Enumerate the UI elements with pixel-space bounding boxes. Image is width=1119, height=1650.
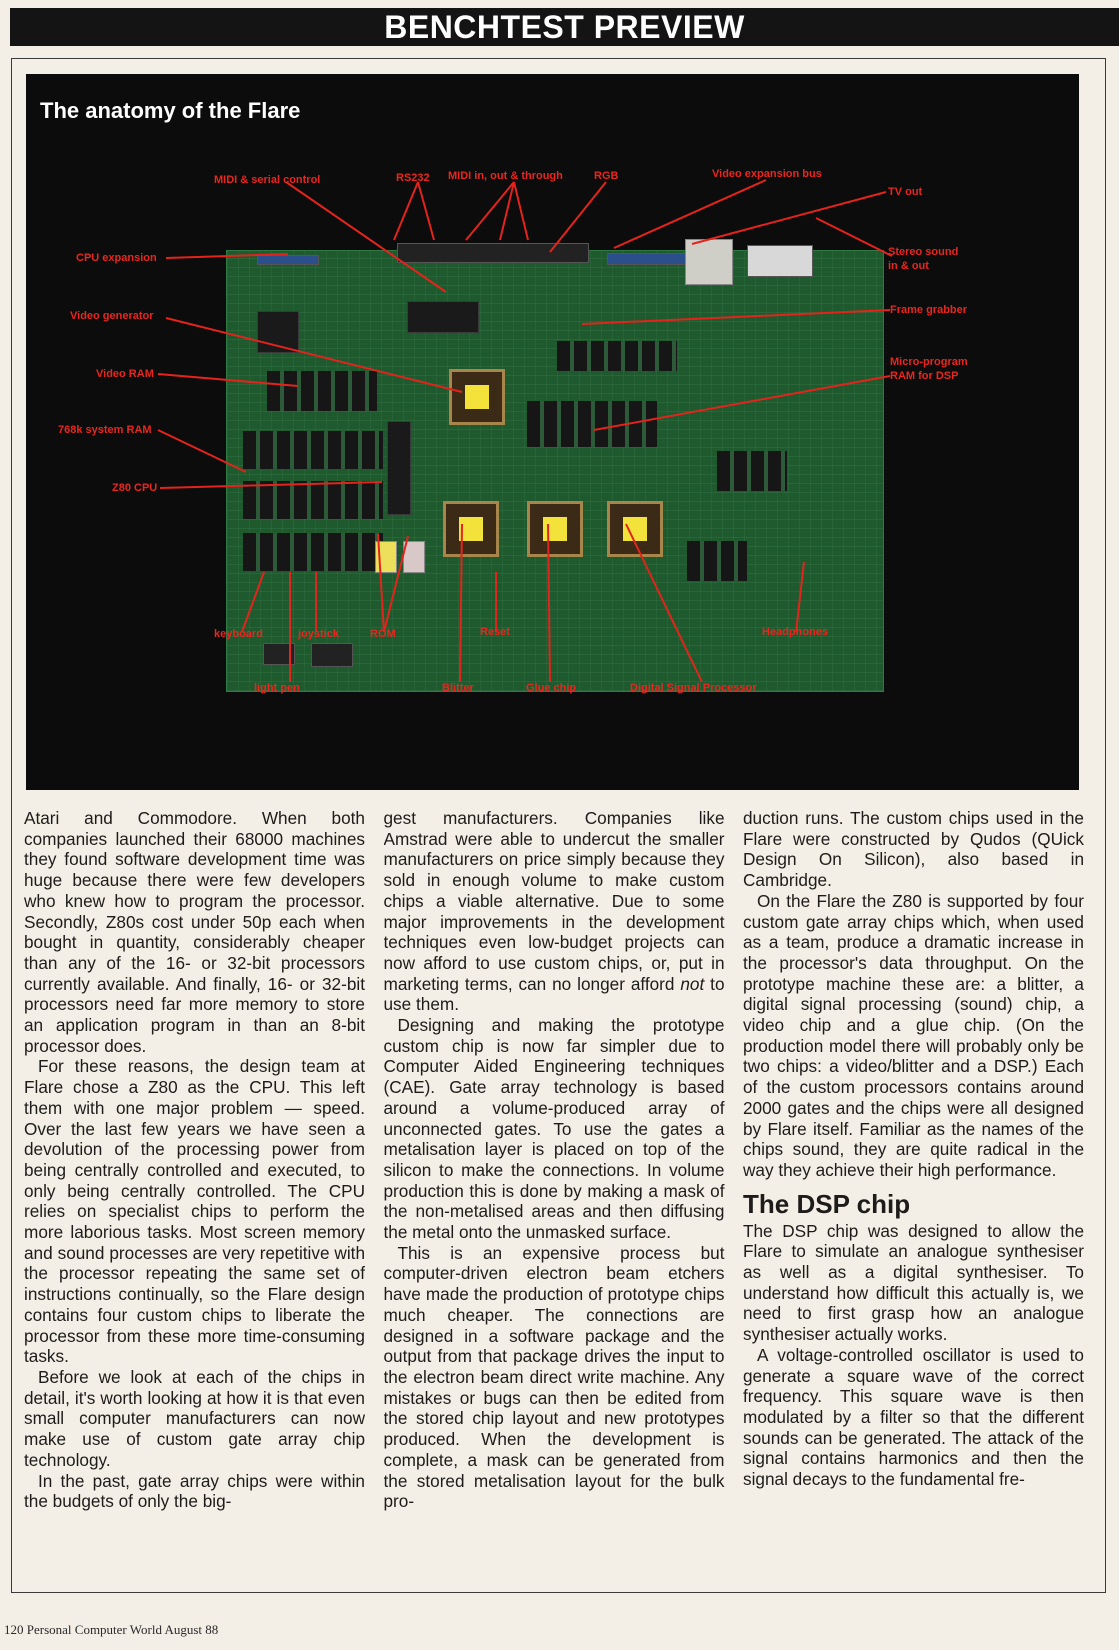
label-rgb: RGB: [594, 170, 619, 182]
label-joystick: joystick: [298, 628, 339, 640]
paragraph: duction runs. The custom chips used in the Flare were constructed by Qudos (QUick Design On Silicon), also based in Cambridge.: [743, 808, 1084, 891]
label-rom: ROM: [370, 628, 396, 640]
paragraph: In the past, gate array chips were within the budgets of only the big-: [24, 1470, 365, 1512]
paragraph: [384, 808, 725, 1015]
text-run: to use them.: [383, 973, 725, 1015]
label-video-ram: Video RAM: [96, 368, 154, 380]
paragraph: This is an expensive process but computer-driven electron beam etchers have made the production of prototype chips much cheaper. The connections are designed in a software package and the output from that package drives the input to the electron beam direct write machine. Any mistakes or bugs can then be edited from the stored chip layout and new prototypes produced. When the development is complete, a mask can be generated from the stored metalisation layout for the bulk pro-: [383, 1242, 725, 1512]
article-columns: [24, 808, 1084, 1598]
text-run: gest manufacturers. Companies like Amstrad were able to undercut the smaller manufacturers on price simply because they sold in enough volume to make custom chips a viable alternative. Due to some major improvements in the development techniques even low-budget projects can now afford to use custom chips, or, put in marketing terms, can no longer afford: [383, 808, 725, 994]
label-midi-serial: MIDI & serial control: [214, 174, 321, 186]
label-glue-chip: Glue chip: [526, 682, 577, 694]
label-dsp: Digital Signal Processor: [630, 682, 757, 694]
label-stereo-2: in & out: [888, 260, 929, 272]
label-reset: Reset: [480, 626, 510, 638]
label-micro-ram-2: RAM for DSP: [890, 370, 959, 382]
paragraph: Atari and Commodore. When both companies launched their 68000 machines they found software development time was huge because there were few developers who knew how to program the processor. Secondly, Z80s cost under 50p each when bought in quantity, considerably cheaper than any of the 16- or 32-bit processors currently available. And finally, 16- or 32-bit processors need far more memory to store an application program in than an 8-bit processor does.: [24, 808, 365, 1056]
article-column-2: [384, 808, 725, 1598]
section-header-bar: [10, 8, 1119, 46]
label-tv-out: TV out: [888, 186, 923, 198]
label-system-ram: 768k system RAM: [58, 424, 152, 436]
label-stereo: Stereo sound: [888, 246, 959, 258]
paragraph: Before we look at each of the chips in detail, it's worth looking at how it is that even small computer manufacturers can now make use of custom gate array chip technology.: [24, 1366, 365, 1470]
paragraph: The DSP chip was designed to allow the Flare to simulate an analogue synthesiser as well as a digital synthesiser. To understand how difficult this actually is, we need to first grasp how an analogue synthesiser actually works.: [743, 1220, 1084, 1345]
page-footer: 120 Personal Computer World August 88: [4, 1622, 219, 1637]
label-midi-io: MIDI in, out & through: [448, 170, 563, 182]
paragraph: On the Flare the Z80 is supported by four custom gate array chips which, when used as a team, produce a dramatic increase in the processor's data throughput. On the prototype machine these are: a blitter, a digital signal processing (sound) chip, a video chip and a glue chip. (On the production model there will probably only be two chips: a video/blitter and a DSP.) Each of the custom processors contains around 2000 gates and the chips were all designed by Flare itself. Familiar as the names of the chips sound, they are quite radical in the way they achieve their high performance.: [743, 890, 1084, 1180]
figure-title: The anatomy of the Flare: [40, 98, 301, 123]
article-column-1: [24, 808, 365, 1598]
board-photo-figure: [26, 74, 1079, 790]
label-video-generator: Video generator: [70, 310, 154, 322]
section-title: BENCHTEST PREVIEW: [384, 8, 745, 45]
label-rs232: RS232: [396, 172, 430, 184]
paragraph: A voltage-controlled oscillator is used to generate a square wave of the correct frequency. This square wave is then modulated by a filter so that the different sounds can be generated. The attack of the signal contains harmonics and then the signal decays to the fundamental fre-: [743, 1344, 1084, 1490]
article-column-3: [743, 808, 1084, 1598]
paragraph: For these reasons, the design team at Flare chose a Z80 as the CPU. This left them with one major problem — speed. Over the last few years we have seen a devolution of the processing power from being centrally controlled and executed, to only being centrally controlled. The CPU relies on specialist chips to perform the more laborious tasks. Most screen memory and sound processes are very repetitive with the processor repeating the same set of instructions continually, so the Flare design contains four custom chips to liberate the processor from these more time-consuming tasks.: [24, 1056, 365, 1367]
label-z80-cpu: Z80 CPU: [112, 482, 158, 494]
label-headphones: Headphones: [762, 626, 829, 638]
paragraph: Designing and making the prototype custom chip is now far simpler due to Computer Aided Engineering techniques (CAE). Gate array technology is based around a volume-produced array of unconnected gates. To use the gates a metalisation layer is placed on top of the silicon to make the connections. In volume production this is done by making a mask of the non-metalised areas and then diffusing the metal onto the unmasked surface.: [383, 1015, 725, 1243]
label-cpu-expansion: CPU expansion: [76, 252, 157, 264]
label-keyboard: keyboard: [214, 628, 263, 640]
label-blitter: Blitter: [442, 682, 474, 694]
emphasis: not: [680, 973, 705, 994]
label-micro-ram: Micro-program: [890, 356, 968, 368]
label-light-pen: light pen: [254, 682, 300, 694]
label-video-bus: Video expansion bus: [712, 168, 822, 180]
label-frame-grabber: Frame grabber: [890, 304, 968, 316]
section-heading: The DSP chip: [743, 1188, 911, 1219]
